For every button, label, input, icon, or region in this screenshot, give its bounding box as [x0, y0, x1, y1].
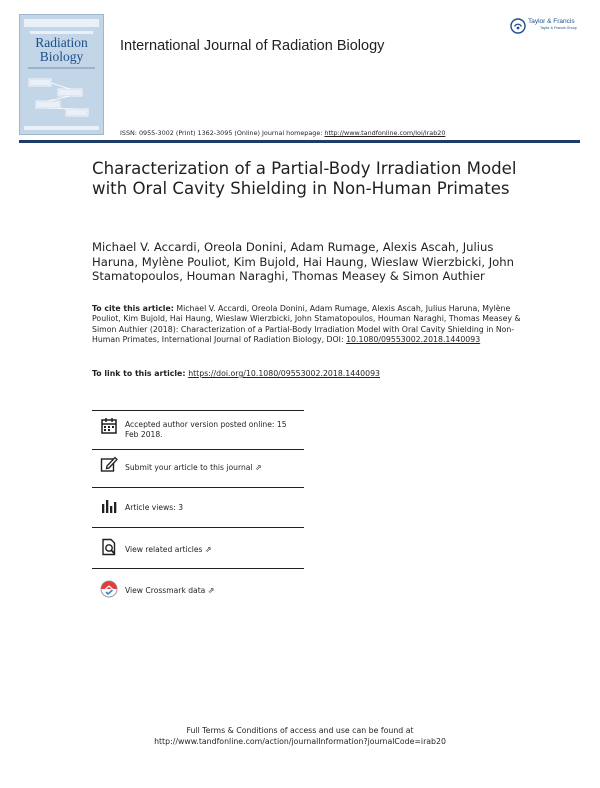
edit-icon — [100, 455, 118, 473]
journal-title: International Journal of Radiation Biology — [120, 38, 385, 54]
cover-diagram-icon — [26, 75, 99, 121]
citation-label: To cite this article: — [92, 304, 174, 313]
cover-header-strip-2 — [30, 31, 93, 34]
external-link-icon: ⇗ — [254, 463, 262, 472]
crossmark-icon — [100, 580, 118, 598]
cover-header-strip — [24, 19, 99, 27]
info-divider — [92, 449, 304, 450]
external-link-icon: ⇗ — [204, 545, 212, 554]
crossmark-label: View Crossmark data — [125, 586, 206, 595]
author-list: Michael V. Accardi, Oreola Donini, Adam Rumage, Alexis Ascah, Julius Haruna, Mylène Pouliot, Kim Bujold, Hai Haung, Wieslaw Wierzbicki, John Stamatopoulos, Houman Naraghi, Thomas Measey & Simon Authier — [92, 240, 514, 283]
footer — [0, 725, 600, 747]
citation-block — [92, 304, 532, 345]
cover-subtitle-bar — [28, 67, 95, 69]
related-articles-label: View related articles — [125, 545, 203, 554]
submit-article-link[interactable] — [125, 463, 300, 473]
article-link-block — [92, 369, 532, 379]
cover-title-line2: Biology — [39, 49, 84, 64]
citation-text: Michael V. Accardi, Oreola Donini, Adam Rumage, Alexis Ascah, Julius Haruna, Mylène Pouliot, Kim Bujold, Hai Haung, Wieslaw Wierzbicki, John Stamatopoulos, Houman Naraghi, Thomas Measey & Simon Authier (2018): Characterization of a Partial-Body Irradiation Model with Oral Cavity Shielding in Non-Human Primates, International Journal of Radiation Biology, DOI: — [92, 304, 521, 344]
info-divider — [92, 410, 304, 411]
cover-footer-strip — [24, 126, 99, 130]
article-title: Characterization of a Partial-Body Irradiation Model with Oral Cavity Shielding in Non-Human Primates — [92, 159, 517, 198]
publisher-logo — [510, 16, 588, 38]
bar-chart-icon — [100, 497, 118, 515]
cover-title-line1: Radiation — [35, 35, 88, 50]
footer-terms-link[interactable]: http://www.tandfonline.com/action/journalInformation?journalCode=irab20 — [154, 737, 446, 746]
issn-line — [120, 129, 445, 137]
crossmark-link[interactable] — [125, 586, 300, 596]
document-search-icon — [100, 538, 118, 556]
article-views: Article views: 3 — [125, 503, 184, 512]
header-divider — [19, 140, 580, 143]
info-divider — [92, 568, 304, 569]
publisher-name: Taylor & Francis — [528, 18, 575, 25]
issn-text: ISSN: 0955-3002 (Print) 1362-3095 (Online) Journal homepage: — [120, 129, 325, 137]
journal-homepage-link[interactable]: http://www.tandfonline.com/loi/irab20 — [324, 129, 446, 137]
article-link-label: To link to this article: — [92, 369, 189, 378]
info-divider — [92, 487, 304, 488]
footer-terms-text: Full Terms & Conditions of access and use can be found at — [186, 726, 414, 735]
accepted-date: Accepted author version posted online: 15 Feb 2018. — [125, 420, 287, 439]
submit-article-label: Submit your article to this journal — [125, 463, 253, 472]
calendar-icon — [100, 417, 118, 435]
citation-doi-link[interactable]: 10.1080/09553002.2018.1440093 — [346, 334, 481, 344]
journal-cover-thumbnail — [19, 14, 104, 135]
cover-title — [20, 36, 103, 64]
article-doi-link[interactable]: https://doi.org/10.1080/09553002.2018.1440093 — [188, 369, 380, 378]
publisher-logo-icon — [510, 18, 526, 34]
external-link-icon: ⇗ — [207, 586, 215, 595]
info-divider — [92, 527, 304, 528]
publisher-group: Taylor & Francis Group — [540, 26, 577, 30]
related-articles-link[interactable] — [125, 545, 300, 555]
